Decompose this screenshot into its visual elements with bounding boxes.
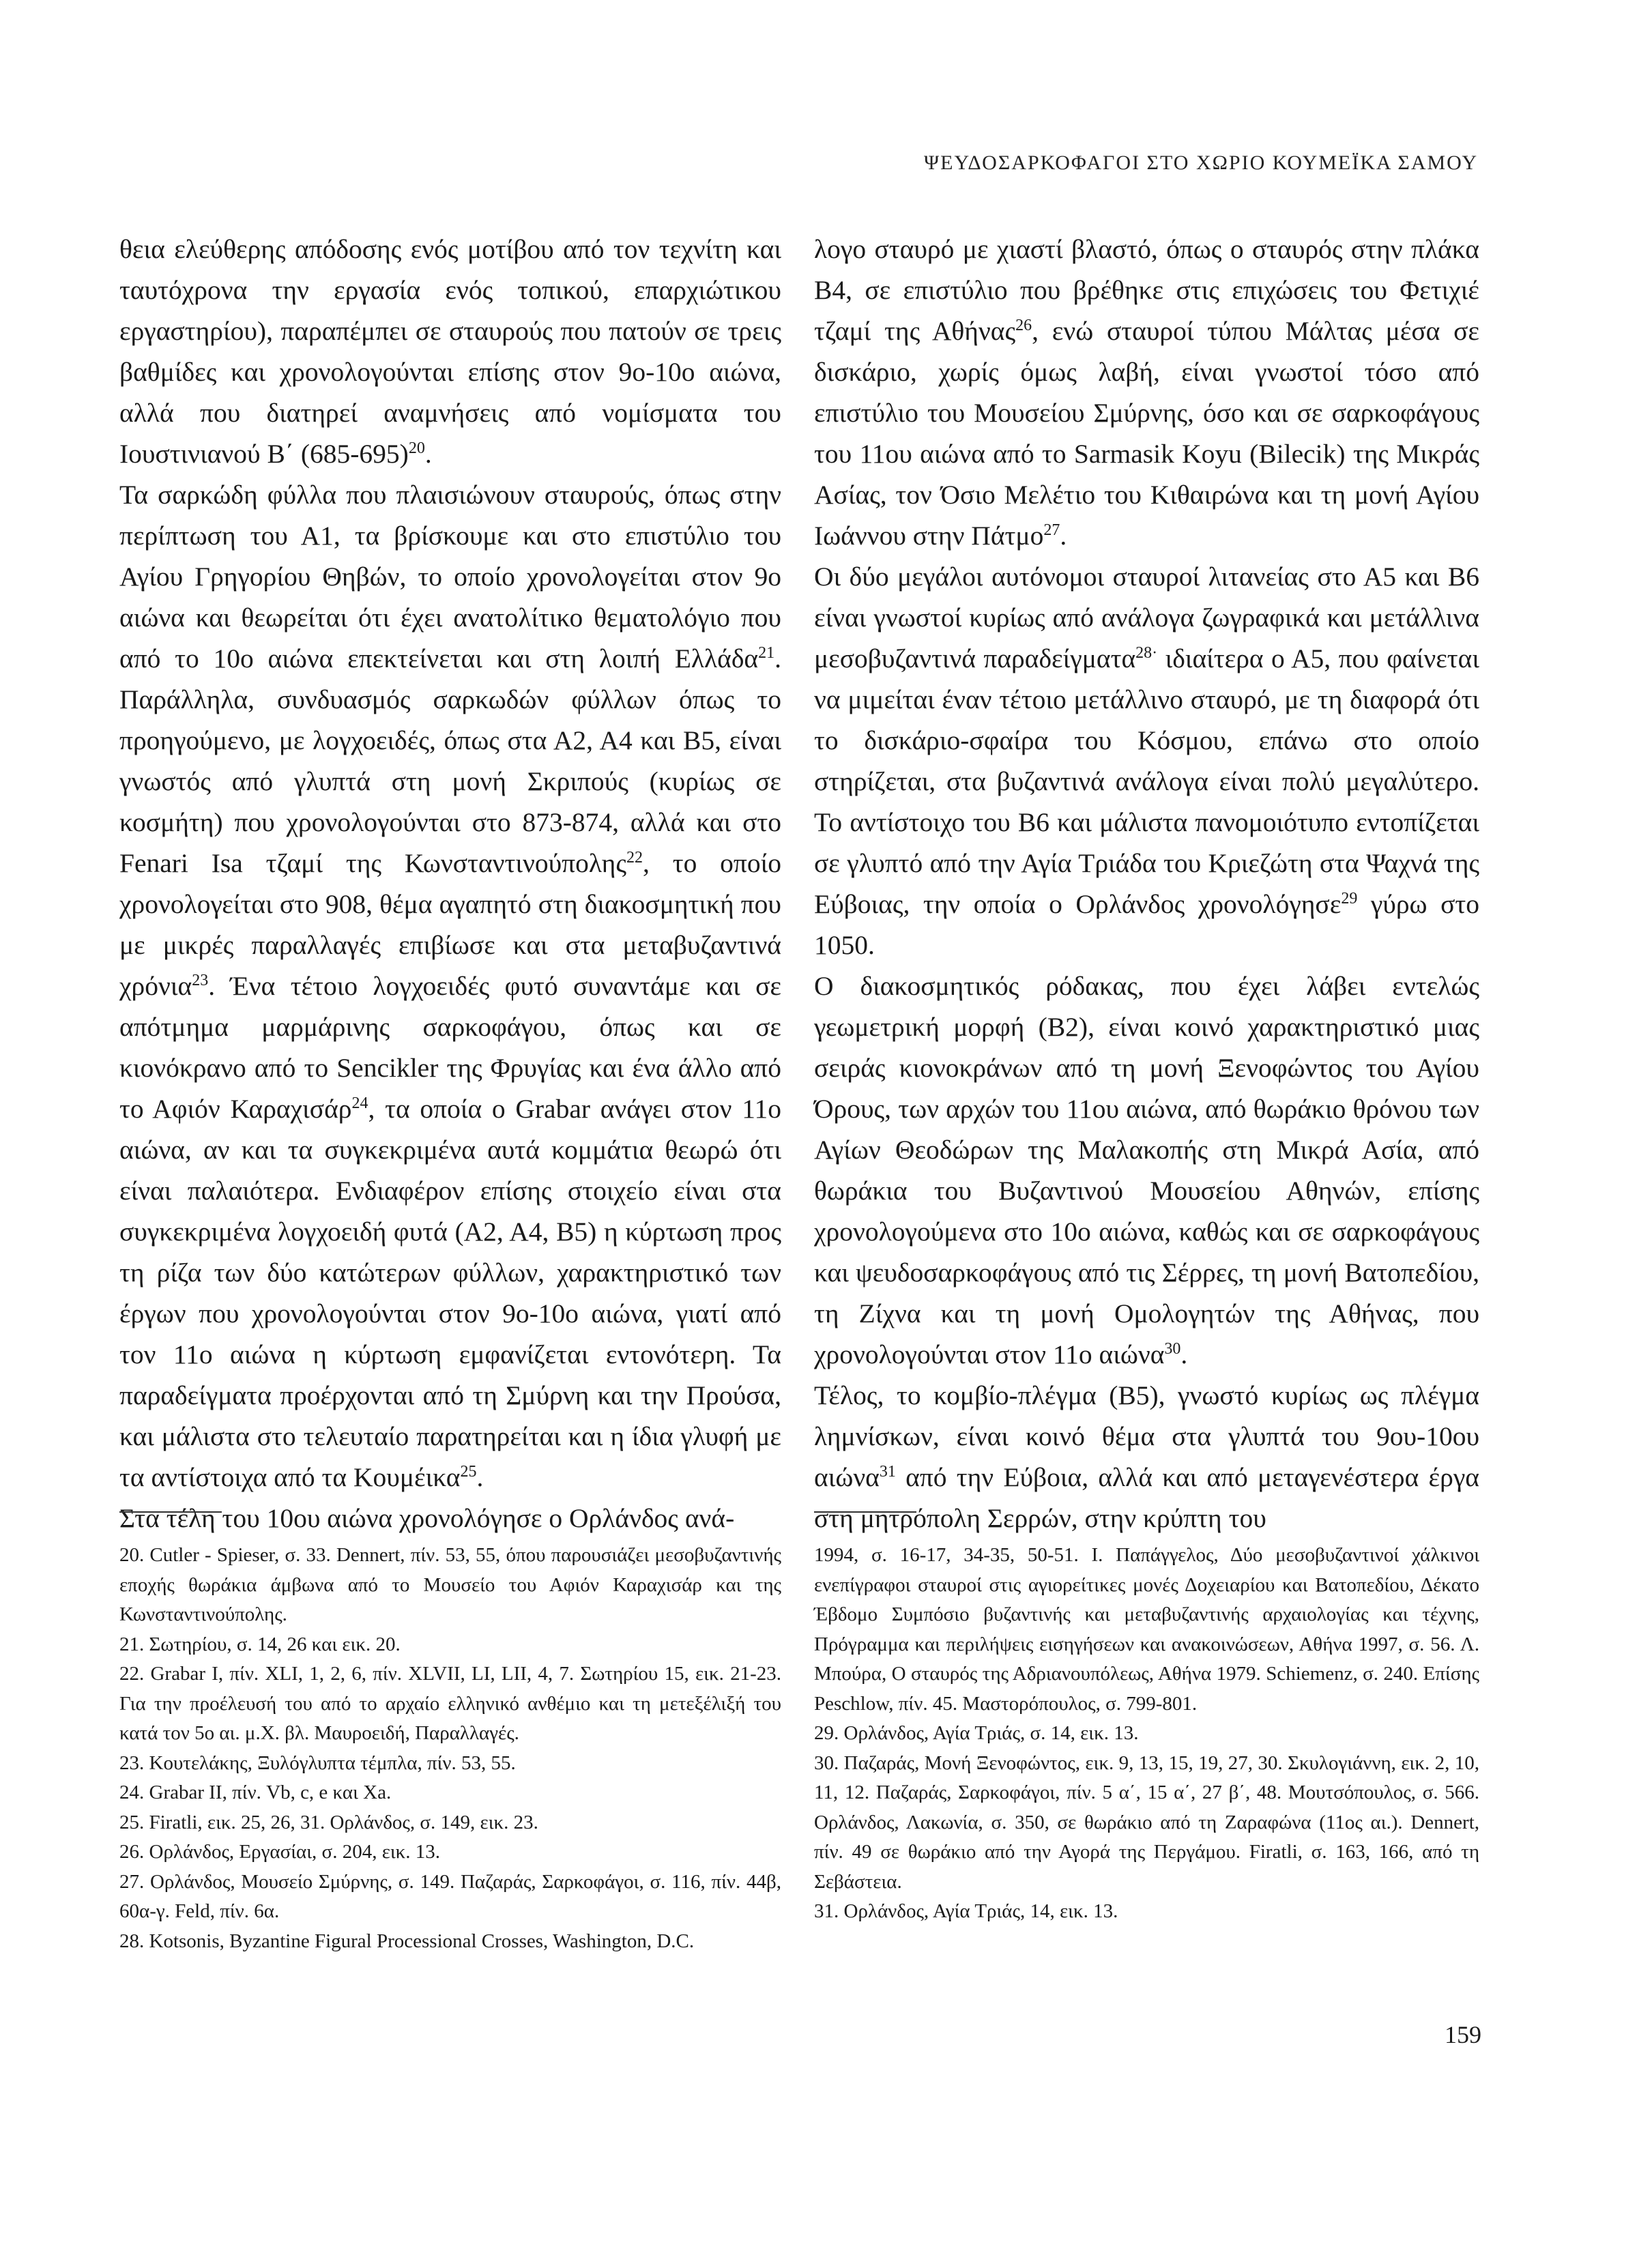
footnote: 26. Ορλάνδος, Εργασίαι, σ. 204, εικ. 13. — [119, 1841, 441, 1863]
footnote: 31. Ορλάνδος, Αγία Τριάς, 14, εικ. 13. — [814, 1900, 1118, 1922]
footnote: 21. Σωτηρίου, σ. 14, 26 και εικ. 20. — [119, 1633, 401, 1655]
footnote-ref[interactable]: 31 — [879, 1462, 896, 1481]
footnote-separator — [119, 1511, 222, 1513]
body-column-left — [119, 229, 781, 1539]
footnote: 29. Ορλάνδος, Αγία Τριάς, σ. 14, εικ. 13. — [814, 1722, 1139, 1744]
footnote-ref[interactable]: 30 — [1164, 1339, 1181, 1358]
footnote-ref[interactable]: 23 — [192, 971, 209, 989]
footnote-ref[interactable]: 27 — [1043, 521, 1060, 539]
footnote: 1994, σ. 16-17, 34-35, 50-51. Ι. Παπάγγελος, Δύο μεσοβυζαντινοί χάλκινοι ενεπίγραφοι σταυροί στις αγιορείτικες μονές Δοχειαρίου και Βατοπεδίου, Δέκατο Έβδομο Συμπόσιο βυζαντινής και μεταβυζαντινής αρχαιολογίας και τέχνης, Πρόγραμμα και περιλήψεις εισηγήσεων και ανακοινώσεων, Αθήνα 1997, σ. 56. Λ. Μπούρα, Ο σταυρός της Αδριανουπόλεως, Αθήνα 1979. Schiemenz, σ. 240. Επίσης Peschlow, πίν. 45. Μαστορόπουλος, σ. 799-801. — [814, 1544, 1479, 1715]
body-paragraph: Ο διακοσμητικός ρόδακας, που έχει λάβει εντελώς γεωμετρική μορφή (Β2), είναι κοινό χαρακτηριστικό μιας σειράς κιονοκράνων από τη μονή Ξενοφώντος του Αγίου Όρους, των αρχών του 11ου αιώνα, από θωράκιο θρόνου των Αγίων Θεοδώρων της Μαλακοπής στη Μικρά Ασία, από θωράκια του Βυζαντινού Μουσείου Αθηνών, επίσης χρονολογούμενα στο 10ο αιώνα, καθώς και σε σαρκοφάγους και ψευδοσαρκοφάγους από τις Σέρρες, τη μονή Βατοπεδίου, τη Ζίχνα και τη μονή Ομολογητών της Αθήνας, που χρονολογούνται στον 11ο αιώνα$^{30}$. — [814, 971, 1479, 1369]
footnote-separator — [814, 1511, 916, 1513]
body-paragraph: Στα τέλη του 10ου αιώνα χρονολόγησε ο Ορλάνδος ανά- — [119, 1503, 735, 1533]
footnote: 24. Grabar II, πίν. Vb, c, e και Xa. — [119, 1782, 392, 1803]
footnote-ref[interactable]: 20 — [408, 439, 425, 457]
footnote: 28. Kotsonis, Byzantine Figural Processional Crosses, Washington, D.C. — [119, 1930, 695, 1952]
running-head: ΨΕΥΔΟΣΑΡΚΟΦΑΓΟΙ ΣΤΟ ΧΩΡΙΟ ΚΟΥΜΕΪΚΑ ΣΑΜΟΥ — [924, 151, 1478, 174]
footnote: 23. Κουτελάκης, Ξυλόγλυπτα τέμπλα, πίν. 53, 55. — [119, 1751, 516, 1774]
footnote: 20. Cutler - Spieser, σ. 33. Dennert, πίν. 53, 55, όπου παρουσιάζει μεσοβυζαντινής εποχής θωράκια άμβωνα από το Μουσείο του Αφιόν Καραχισάρ και της Κωνσταντινούπολης. — [119, 1544, 781, 1625]
body-column-right — [814, 229, 1479, 1539]
body-paragraph: Τέλος, το κομβίο-πλέγμα (Β5), γνωστό κυρίως ως πλέγμα λημνίσκων, είναι κοινό θέμα στα γλυπτά του 9ου-10ου αιώνα$^{31}$ από την Εύβοια, αλλά και από μεταγενέστερα έργα στη μητρόπολη Σερρών, στην κρύπτη του — [814, 1380, 1479, 1533]
footnote-ref[interactable]: 28· — [1135, 643, 1158, 662]
footnote: 27. Ορλάνδος, Μουσείο Σμύρνης, σ. 149. Παζαράς, Σαρκοφάγοι, σ. 116, πίν. 44β, 60α-γ. Feld, πίν. 6α. — [119, 1870, 781, 1922]
footnote: 25. Firatli, εικ. 25, 26, 31. Ορλάνδος, σ. 149, εικ. 23. — [119, 1811, 538, 1833]
footnote-ref[interactable]: 24 — [351, 1094, 368, 1112]
body-paragraph: Τα σαρκώδη φύλλα που πλαισιώνουν σταυρούς, όπως στην περίπτωση του Α1, τα βρίσκουμε και στο επιστύλιο του Αγίου Γρηγορίου Θηβών, το οποίο χρονολογείται στον 9ο αιώνα και θεωρείται ότι έχει ανατολίτικο θεματολόγιο που από το 10ο αιώνα επεκτείνεται και στη λοιπή Ελλάδα$^{21}$. Παράλληλα, συνδυασμός σαρκωδών φύλλων όπως το προηγούμενο, με λογχοειδές, όπως στα Α2, Α4 και Β5, είναι γνωστός από γλυπτά στη μονή Σκριπούς (κυρίως σε κοσμήτη) που χρονολογούνται στο 873-874, αλλά και στο Fenari Isa τζαμί της Κωνσταντινούπολης$^{22}$, το οποίο χρονολογείται στο 908, θέμα αγαπητό στη διακοσμητική που με μικρές παραλλαγές επιβίωσε και στα μεταβυζαντινά χρόνια$^{23}$. Ένα τέτοιο λογχοειδές φυτό συναντάμε και σε απότμημα μαρμάρινης σαρκοφάγου, όπως και σε κιονόκρανο από το Sencikler της Φρυγίας και ένα άλλο από το Αφιόν Καραχισάρ$^{24}$, τα οποία ο Grabar ανάγει στον 11ο αιώνα, αν και τα συγκεκριμένα αυτά κομμάτια θεωρώ ότι είναι παλαιότερα. Ενδιαφέρον επίσης στοιχείο είναι στα συγκεκριμένα λογχοειδή φυτά (Α2, Α4, Β5) η κύρτωση προς τη ρίζα των δύο κατώτερων φύλλων, χαρακτηριστικό των έργων που χρονολογούνται στον 9ο-10ο αιώνα, γιατί από τον 11ο αιώνα η κύρτωση εμφανίζεται εντονότερη. Τα παραδείγματα προέρχονται από τη Σμύρνη και την Προύσα, και μάλιστα στο τελευταίο παρατηρείται και η ίδια γλυφή με τα αντίστοιχα από τα Κουμέικα$^{25}$. — [119, 480, 781, 1492]
footnotes-column-left — [119, 1541, 781, 1956]
footnote-ref[interactable]: 21 — [758, 643, 775, 662]
footnote-ref[interactable]: 25 — [460, 1462, 477, 1481]
footnotes-column-right — [814, 1541, 1479, 1927]
page-number: 159 — [1445, 2021, 1481, 2048]
footnote-ref[interactable]: 26 — [1015, 316, 1032, 334]
footnote: 22. Grabar I, πίν. XLI, 1, 2, 6, πίν. XLVII, LI, LII, 4, 7. Σωτηρίου 15, εικ. 21-23. Για την προέλευσή του από το αρχαίο ελληνικό ανθέμιο και τη μετεξέλιξή του κατά τον 5ο αι. μ.Χ. βλ. Μαυροειδή, Παραλλαγές. — [119, 1663, 781, 1744]
footnote-ref[interactable]: 22 — [626, 848, 643, 867]
body-paragraph: λογο σταυρό με χιαστί βλαστό, όπως ο σταυρός στην πλάκα Β4, σε επιστύλιο που βρέθηκε στις επιχώσεις του Φετιχιέ τζαμί της Αθήνας$^{26}$, ενώ σταυροί τύπου Μάλτας μέσα σε δισκάριο, χωρίς όμως λαβή, είναι γνωστοί τόσο από επιστύλιο του Μουσείου Σμύρνης, όσο και σε σαρκοφάγους του 11ου αιώνα από το Sarmasik Koyu (Bilecik) της Μικράς Ασίας, τον Όσιο Μελέτιο του Κιθαιρώνα και τη μονή Αγίου Ιωάννου στην Πάτμο$^{27}$. — [814, 234, 1480, 551]
body-paragraph: Οι δύο μεγάλοι αυτόνομοι σταυροί λιτανείας στο Α5 και Β6 είναι γνωστοί κυρίως από ανάλογα ζωγραφικά και μετάλλινα μεσοβυζαντινά παραδείγματα$^{28\cdot}$ ιδιαίτερα ο Α5, που φαίνεται να μιμείται έναν τέτοιο μετάλλινο σταυρό, με τη διαφορά ότι το δισκάριο-σφαίρα του Κόσμου, επάνω στο οποίο στηρίζεται, στα βυζαντινά ανάλογα είναι πολύ μεγαλύτερο. Το αντίστοιχο του Β6 και μάλιστα πανομοιότυπο εντοπίζεται σε γλυπτό από την Αγία Τριάδα του Κριεζώτη στα Ψαχνά της Εύβοιας, την οποία ο Ορλάνδος χρονολόγησε$^{29}$ γύρω στο 1050. — [814, 562, 1479, 960]
body-paragraph: θεια ελεύθερης απόδοσης ενός μοτίβου από τον τεχνίτη και ταυτόχρονα την εργασία ενός τοπικού, επαρχιώτικου εργαστηρίου), παραπέμπει σε σταυρούς που πατούν σε τρεις βαθμίδες και χρονολογούνται επίσης στον 9ο-10ο αιώνα, αλλά που διατηρεί αναμνήσεις από νομίσματα του Ιουστινιανού Β΄ $(685-695)^{20}$. — [119, 234, 781, 469]
footnote-ref[interactable]: 29 — [1341, 889, 1358, 907]
footnote: 30. Παζαράς, Μονή Ξενοφώντος, εικ. 9, 13, 15, 19, 27, 30. Σκυλογιάννη, εικ. 2, 10, 11, 12. Παζαράς, Σαρκοφάγοι, πίν. 5 α΄, 15 α΄, 27 β΄, 48. Μουτσόπουλος, σ. 566. Ορλάνδος, Λακωνία, σ. 350, σε θωράκιο από τη Ζαραφώνα (11ος αι.). Dennert, πίν. 49 σε θωράκιο από την Αγορά της Περγάμου. Firatli, σ. 163, 166, από τη Σεβάστεια. — [814, 1751, 1479, 1893]
